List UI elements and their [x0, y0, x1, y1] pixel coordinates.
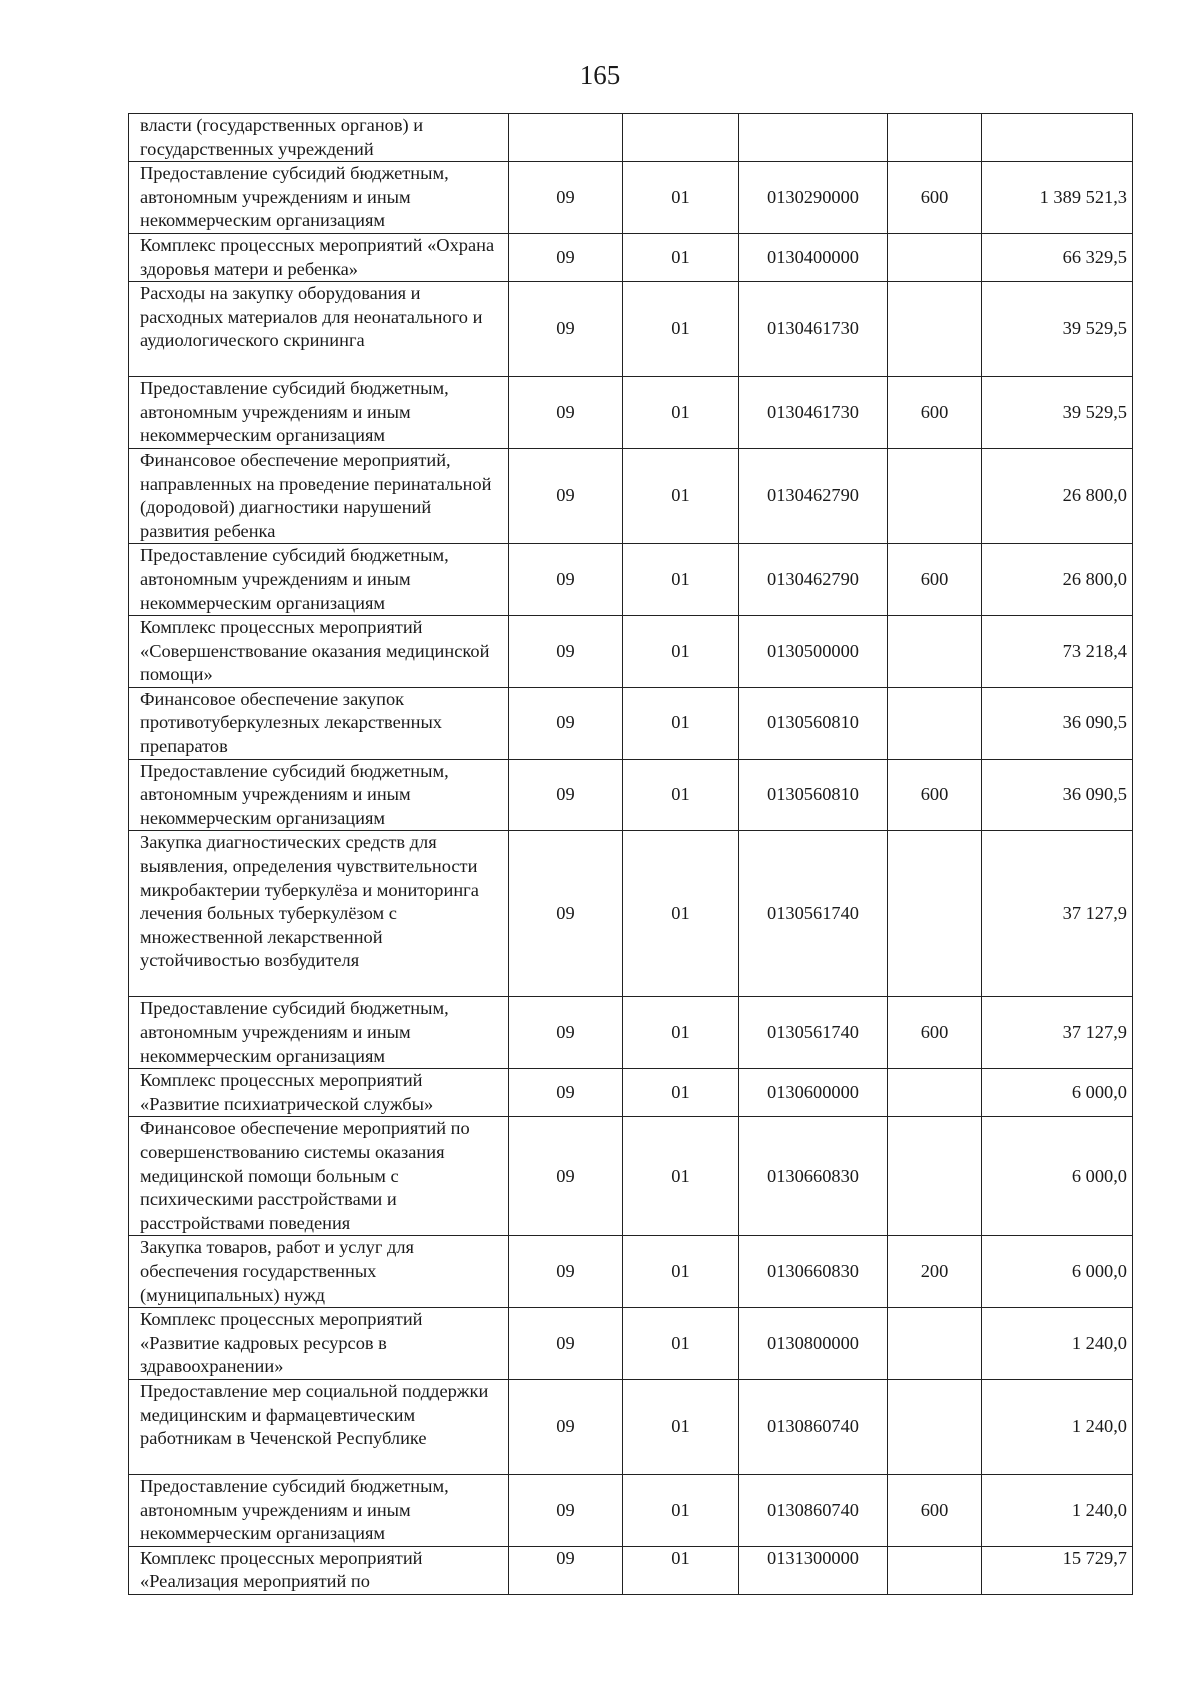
row-expense-type: [888, 1546, 982, 1594]
row-expense-type: [888, 616, 982, 688]
row-name: Комплекс процессных мероприятий «Развитие кадровых ресурсов в здравоохранении»: [129, 1308, 509, 1380]
row-target-article: 0130660830: [739, 1117, 888, 1236]
row-amount: 1 389 521,3: [982, 162, 1133, 234]
row-subsection: 01: [623, 1117, 739, 1236]
row-subsection: 01: [623, 544, 739, 616]
row-section: 09: [509, 1546, 623, 1594]
row-name: Предоставление субсидий бюджетным, автономным учреждениям и иным некоммерческим организациям: [129, 997, 509, 1069]
row-expense-type: 600: [888, 162, 982, 234]
row-section: 09: [509, 831, 623, 997]
table-row: [129, 831, 1133, 997]
row-name: Расходы на закупку оборудования и расходных материалов для неонатального и аудиологического скрининга: [129, 282, 509, 377]
row-target-article: 0130461730: [739, 282, 888, 377]
row-section: 09: [509, 1474, 623, 1546]
row-target-article: 0130462790: [739, 544, 888, 616]
row-expense-type: 600: [888, 377, 982, 449]
budget-table: [128, 113, 1133, 1595]
row-name: Комплекс процессных мероприятий «Охрана здоровья матери и ребенка»: [129, 233, 509, 281]
row-target-article: 0130561740: [739, 997, 888, 1069]
row-target-article: 0130461730: [739, 377, 888, 449]
table-row: [129, 1308, 1133, 1380]
row-subsection: 01: [623, 1308, 739, 1380]
row-subsection: [623, 114, 739, 162]
row-amount: 26 800,0: [982, 544, 1133, 616]
row-target-article: [739, 114, 888, 162]
row-section: 09: [509, 1069, 623, 1117]
row-expense-type: [888, 1117, 982, 1236]
row-expense-type: [888, 1379, 982, 1474]
row-name: Комплекс процессных мероприятий «Совершенствование оказания медицинской помощи»: [129, 616, 509, 688]
row-target-article: 0130500000: [739, 616, 888, 688]
row-expense-type: [888, 114, 982, 162]
row-expense-type: 600: [888, 1474, 982, 1546]
row-section: 09: [509, 997, 623, 1069]
row-amount: 15 729,7: [982, 1546, 1133, 1594]
row-amount: 36 090,5: [982, 687, 1133, 759]
row-amount: 6 000,0: [982, 1117, 1133, 1236]
row-section: 09: [509, 233, 623, 281]
table-row: [129, 544, 1133, 616]
table-row: [129, 233, 1133, 281]
row-subsection: 01: [623, 282, 739, 377]
row-expense-type: [888, 233, 982, 281]
row-section: 09: [509, 1308, 623, 1380]
table-row: [129, 1236, 1133, 1308]
table-row: [129, 377, 1133, 449]
row-target-article: 0130860740: [739, 1474, 888, 1546]
row-name: Закупка товаров, работ и услуг для обеспечения государственных (муниципальных) нужд: [129, 1236, 509, 1308]
row-name: Предоставление субсидий бюджетным, автономным учреждениям и иным некоммерческим организациям: [129, 759, 509, 831]
row-amount: 36 090,5: [982, 759, 1133, 831]
row-subsection: 01: [623, 831, 739, 997]
row-subsection: 01: [623, 1379, 739, 1474]
row-name: Предоставление мер социальной поддержки медицинским и фармацевтическим работникам в Чеченской Республике: [129, 1379, 509, 1474]
row-subsection: 01: [623, 162, 739, 234]
row-name: Закупка диагностических средств для выявления, определения чувствительности микробактерии туберкулёза и мониторинга лечения больных туберкулёзом с множественной лекарственной устойчивостью возбудителя: [129, 831, 509, 997]
table-row: [129, 687, 1133, 759]
row-target-article: 0130560810: [739, 759, 888, 831]
row-section: 09: [509, 1117, 623, 1236]
table-row: [129, 1546, 1133, 1594]
row-expense-type: 600: [888, 544, 982, 616]
row-target-article: 0130400000: [739, 233, 888, 281]
row-subsection: 01: [623, 759, 739, 831]
table-row: [129, 1117, 1133, 1236]
row-target-article: 0130462790: [739, 448, 888, 543]
row-section: 09: [509, 282, 623, 377]
row-section: [509, 114, 623, 162]
row-name: Предоставление субсидий бюджетным, автономным учреждениям и иным некоммерческим организациям: [129, 377, 509, 449]
row-target-article: 0130560810: [739, 687, 888, 759]
row-expense-type: 200: [888, 1236, 982, 1308]
row-expense-type: [888, 1308, 982, 1380]
row-expense-type: [888, 448, 982, 543]
row-expense-type: [888, 831, 982, 997]
row-expense-type: 600: [888, 997, 982, 1069]
row-target-article: 0130660830: [739, 1236, 888, 1308]
row-name: Комплекс процессных мероприятий «Развитие психиатрической службы»: [129, 1069, 509, 1117]
row-target-article: 0130290000: [739, 162, 888, 234]
table-row: [129, 1379, 1133, 1474]
row-subsection: 01: [623, 616, 739, 688]
row-amount: 1 240,0: [982, 1474, 1133, 1546]
row-subsection: 01: [623, 1236, 739, 1308]
table-row: [129, 616, 1133, 688]
row-amount: 37 127,9: [982, 831, 1133, 997]
row-target-article: 0131300000: [739, 1546, 888, 1594]
row-amount: 37 127,9: [982, 997, 1133, 1069]
row-name: Финансовое обеспечение закупок противотуберкулезных лекарственных препаратов: [129, 687, 509, 759]
row-subsection: 01: [623, 377, 739, 449]
table-row: [129, 1474, 1133, 1546]
table-row: [129, 997, 1133, 1069]
row-amount: 73 218,4: [982, 616, 1133, 688]
row-name: Комплекс процессных мероприятий «Реализация мероприятий по: [129, 1546, 509, 1594]
row-subsection: 01: [623, 1474, 739, 1546]
row-amount: [982, 114, 1133, 162]
row-expense-type: 600: [888, 759, 982, 831]
row-amount: 26 800,0: [982, 448, 1133, 543]
row-section: 09: [509, 687, 623, 759]
row-name: власти (государственных органов) и государственных учреждений: [129, 114, 509, 162]
page-number: 165: [579, 60, 621, 90]
row-subsection: 01: [623, 1069, 739, 1117]
row-subsection: 01: [623, 997, 739, 1069]
row-subsection: 01: [623, 233, 739, 281]
row-target-article: 0130860740: [739, 1379, 888, 1474]
row-amount: 39 529,5: [982, 282, 1133, 377]
row-section: 09: [509, 759, 623, 831]
row-amount: 1 240,0: [982, 1308, 1133, 1380]
row-amount: 39 529,5: [982, 377, 1133, 449]
row-name: Предоставление субсидий бюджетным, автономным учреждениям и иным некоммерческим организациям: [129, 1474, 509, 1546]
row-name: Предоставление субсидий бюджетным, автономным учреждениям и иным некоммерческим организациям: [129, 544, 509, 616]
row-amount: 1 240,0: [982, 1379, 1133, 1474]
row-section: 09: [509, 1236, 623, 1308]
row-subsection: 01: [623, 1546, 739, 1594]
row-target-article: 0130600000: [739, 1069, 888, 1117]
row-target-article: 0130800000: [739, 1308, 888, 1380]
row-section: 09: [509, 1379, 623, 1474]
table-row: [129, 759, 1133, 831]
row-name: Предоставление субсидий бюджетным, автономным учреждениям и иным некоммерческим организациям: [129, 162, 509, 234]
table-row: [129, 448, 1133, 543]
row-amount: 6 000,0: [982, 1069, 1133, 1117]
row-section: 09: [509, 162, 623, 234]
row-section: 09: [509, 448, 623, 543]
table-row: [129, 282, 1133, 377]
row-section: 09: [509, 377, 623, 449]
row-subsection: 01: [623, 448, 739, 543]
row-section: 09: [509, 544, 623, 616]
table-row: [129, 1069, 1133, 1117]
table-row: [129, 162, 1133, 234]
row-expense-type: [888, 1069, 982, 1117]
row-target-article: 0130561740: [739, 831, 888, 997]
row-expense-type: [888, 282, 982, 377]
row-name: Финансовое обеспечение мероприятий, направленных на проведение перинатальной (дородовой) диагностики нарушений развития ребенка: [129, 448, 509, 543]
table-row: [129, 114, 1133, 162]
row-subsection: 01: [623, 687, 739, 759]
row-amount: 6 000,0: [982, 1236, 1133, 1308]
row-name: Финансовое обеспечение мероприятий по совершенствованию системы оказания медицинской помощи больным с психическими расстройствами и расстройствами поведения: [129, 1117, 509, 1236]
row-section: 09: [509, 616, 623, 688]
row-amount: 66 329,5: [982, 233, 1133, 281]
row-expense-type: [888, 687, 982, 759]
